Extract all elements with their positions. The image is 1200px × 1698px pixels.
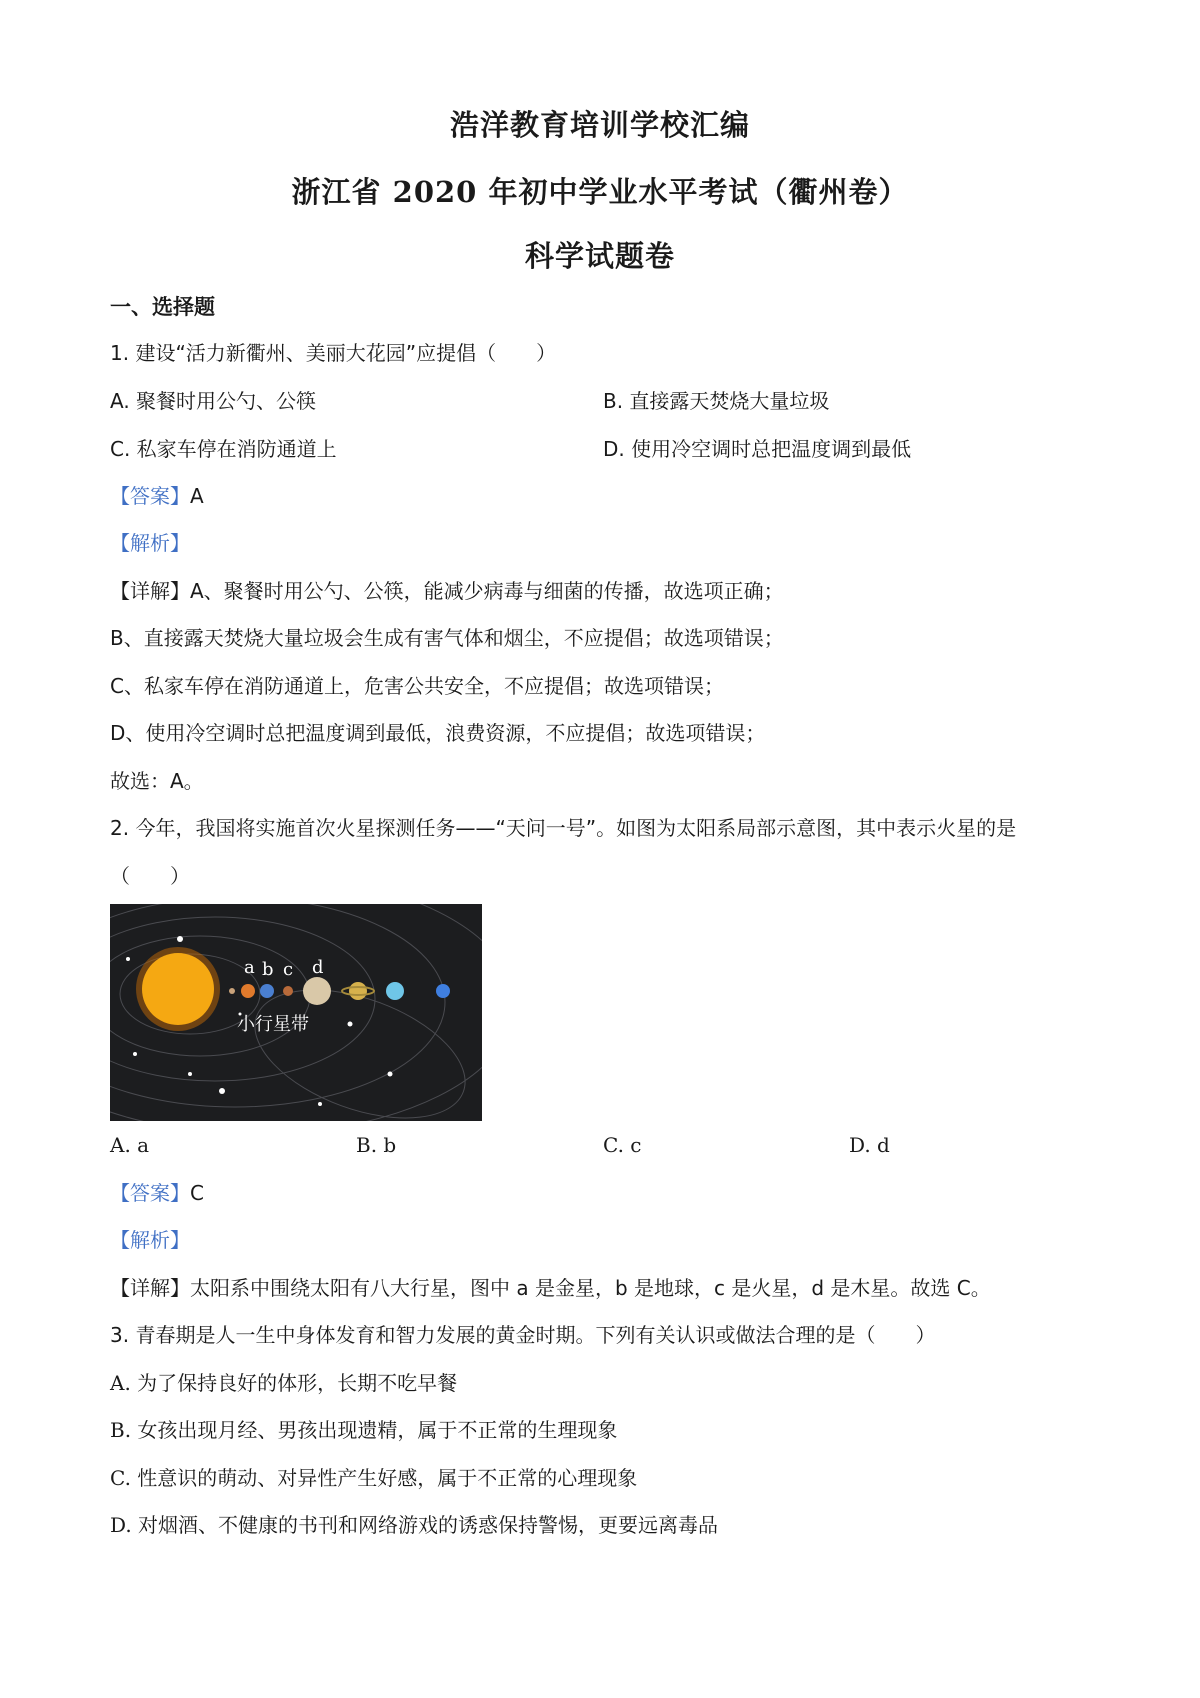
q2-option-a: A. a bbox=[110, 1133, 150, 1157]
star-dot bbox=[219, 1088, 225, 1094]
star-dot bbox=[133, 1052, 137, 1056]
label-a: a bbox=[244, 957, 255, 978]
detail-tag: 【详解】 bbox=[110, 579, 190, 603]
star-dot bbox=[388, 1072, 393, 1077]
q2-detail bbox=[110, 1273, 991, 1303]
answer-value: C bbox=[190, 1181, 204, 1205]
q2-option-d: D. d bbox=[849, 1133, 890, 1157]
star-dot bbox=[188, 1072, 192, 1076]
q1-analysis-tag: 【解析】 bbox=[110, 531, 190, 555]
answer-tag: 【答案】 bbox=[110, 484, 190, 508]
q1-detail-1 bbox=[110, 576, 784, 606]
q1-detail-4: D、使用冷空调时总把温度调到最低，浪费资源，不应提倡；故选项错误； bbox=[110, 721, 766, 745]
star-dot bbox=[318, 1102, 322, 1106]
detail-text: A、聚餐时用公勺、公筷，能减少病毒与细菌的传播，故选项正确； bbox=[190, 579, 784, 603]
star-dot bbox=[348, 1022, 353, 1027]
planet-saturn bbox=[349, 982, 367, 1000]
label-b: b bbox=[262, 959, 274, 980]
q1-detail-2: B、直接露天焚烧大量垃圾会生成有害气体和烟尘，不应提倡；故选项错误； bbox=[110, 626, 784, 650]
label-d: d bbox=[312, 957, 324, 978]
paper-title: 科学试题卷 bbox=[524, 239, 675, 273]
planet-mars bbox=[283, 986, 293, 996]
planet-venus bbox=[241, 984, 255, 998]
q3-option-c: C. 性意识的萌动、对异性产生好感，属于不正常的心理现象 bbox=[110, 1466, 638, 1490]
q1-option-d: D. 使用冷空调时总把温度调到最低 bbox=[603, 437, 912, 461]
planet-uranus bbox=[386, 982, 404, 1000]
q2-stem: 2. 今年，我国将实施首次火星探测任务——“天问一号”。如图为太阳系局部示意图，其中表示火星的是 bbox=[110, 816, 1017, 840]
star-dot bbox=[126, 957, 130, 961]
detail-tag: 【详解】 bbox=[110, 1276, 190, 1300]
q3-stem: 3. 青春期是人一生中身体发育和智力发展的黄金时期。下列有关认识或做法合理的是（ ） bbox=[110, 1323, 936, 1347]
answer-tag: 【答案】 bbox=[110, 1181, 190, 1205]
q1-detail-3: C、私家车停在消防通道上，危害公共安全，不应提倡；故选项错误； bbox=[110, 674, 724, 698]
q1-conclusion: 故选：A。 bbox=[110, 769, 204, 793]
planet-earth bbox=[260, 984, 274, 998]
q3-option-a: A. 为了保持良好的体形，长期不吃早餐 bbox=[110, 1371, 458, 1395]
asteroid-belt-label: 小行星带 bbox=[237, 1014, 309, 1035]
answer-value: A bbox=[190, 484, 204, 508]
exam-title: 浙江省 2020 年初中学业水平考试（衢州卷） bbox=[291, 175, 909, 209]
sun bbox=[142, 953, 214, 1025]
q1-option-b: B. 直接露天焚烧大量垃圾 bbox=[603, 389, 830, 413]
planet-jupiter bbox=[303, 977, 331, 1005]
section-heading: 一、选择题 bbox=[110, 295, 215, 319]
q1-answer bbox=[110, 481, 204, 511]
q1-option-a: A. 聚餐时用公勺、公筷 bbox=[110, 389, 317, 413]
star-dot bbox=[177, 936, 183, 942]
q2-answer bbox=[110, 1178, 204, 1208]
planet-neptune bbox=[436, 984, 450, 998]
q3-option-d: D. 对烟酒、不健康的书刊和网络游戏的诱惑保持警惕，更要远离毒品 bbox=[110, 1513, 719, 1537]
q2-option-c: C. c bbox=[603, 1133, 642, 1157]
solar-system-figure bbox=[110, 904, 482, 1121]
school-title: 浩洋教育培训学校汇编 bbox=[449, 108, 750, 142]
label-c: c bbox=[283, 959, 294, 980]
q2-stem-continued: （ ） bbox=[110, 864, 190, 888]
detail-text: 太阳系中围绕太阳有八大行星，图中 a 是金星，b 是地球，c 是火星，d 是木星。故选 C。 bbox=[190, 1276, 991, 1300]
q1-stem: 1. 建设“活力新衢州、美丽大花园”应提倡（ ） bbox=[110, 341, 557, 365]
planet-mercury bbox=[229, 988, 235, 994]
q2-analysis-tag: 【解析】 bbox=[110, 1228, 190, 1252]
q3-option-b: B. 女孩出现月经、男孩出现遗精，属于不正常的生理现象 bbox=[110, 1418, 618, 1442]
q1-option-c: C. 私家车停在消防通道上 bbox=[110, 437, 337, 461]
q2-option-b: B. b bbox=[356, 1133, 397, 1157]
